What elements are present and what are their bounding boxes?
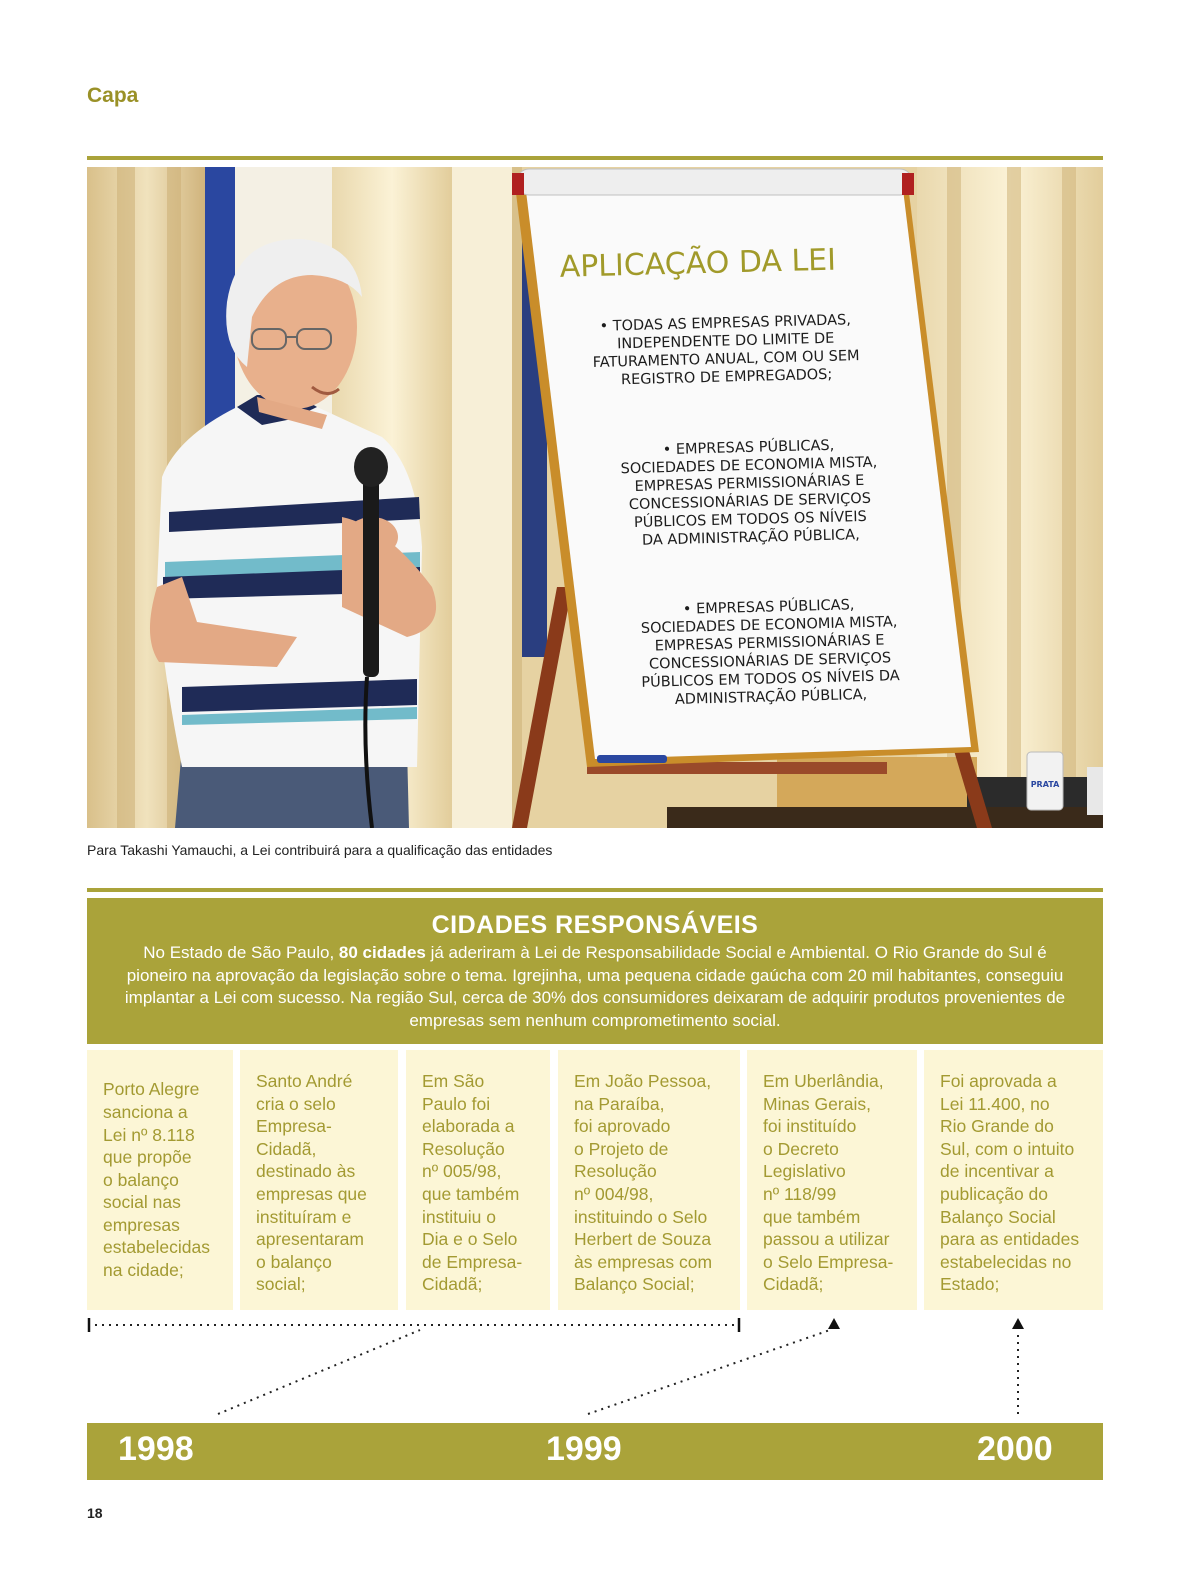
flipchart-line: DA ADMINISTRAÇÃO PÚBLICA, (641, 527, 860, 549)
flipchart-line: REGISTRO DE EMPREGADOS; (620, 366, 833, 389)
box-text (117, 942, 1073, 1032)
cup-label: PRATA (1030, 780, 1060, 789)
year-1999: 1999 (546, 1430, 622, 1468)
timeline-card (87, 1050, 233, 1310)
flipchart-line: PÚBLICOS EM TODOS OS NÍVEIS (633, 508, 867, 531)
timeline-card-text: Santo André cria o selo Empresa- Cidadã, destinado às empresas que instituíram e apresentaram o balanço social; (256, 1071, 367, 1295)
timeline-card (924, 1050, 1103, 1310)
flipchart-line: CONCESSIONÁRIAS DE SERVIÇOS (628, 490, 872, 514)
box-text-before: No Estado de São Paulo, (143, 943, 339, 962)
timeline-card-text: Foi aprovada a Lei 11.400, no Rio Grande do Sul, com o intuito de incentivar a publicação do Balanço Social para as entidades estabelecidas no Estado; (940, 1071, 1080, 1295)
flipchart-line: SOCIEDADES DE ECONOMIA MISTA, (640, 614, 898, 637)
section-label: Capa (87, 84, 139, 107)
flipchart-line: • EMPRESAS PÚBLICAS, (662, 437, 835, 459)
flipchart-line: • TODAS AS EMPRESAS PRIVADAS, (599, 312, 852, 335)
timeline-card-text: Em João Pessoa, na Paraíba, foi aprovado o Projeto de Resolução nº 004/98, instituindo o Selo Herbert de Souza às empresas com Balanço Social; (574, 1071, 713, 1295)
flipchart-line: EMPRESAS PERMISSIONÁRIAS E (654, 632, 885, 655)
timeline-card-text: Em São Paulo foi elaborada a Resolução nº 005/98, que também instituiu o Dia e o Selo de Empresa- Cidadã; (422, 1071, 523, 1295)
timeline-card (558, 1050, 740, 1310)
box-title: CIDADES RESPONSÁVEIS (431, 911, 759, 939)
cidades-box (87, 898, 1103, 1044)
timeline-card (240, 1050, 398, 1310)
flipchart-title: APLICAÇÃO DA LEI (559, 242, 837, 285)
flipchart-line: CONCESSIONÁRIAS DE SERVIÇOS (648, 650, 892, 673)
timeline-card-text: Porto Alegre sanciona a Lei nº 8.118 que propõe o balanço social nas empresas estabelecidas na cidade; (103, 1079, 211, 1281)
year-2000: 2000 (977, 1430, 1053, 1468)
top-divider (87, 156, 1103, 160)
year-1998: 1998 (118, 1430, 194, 1468)
flipchart-line: PÚBLICOS EM TODOS OS NÍVEIS DA (641, 668, 900, 691)
flipchart-line: ADMINISTRAÇÃO PÚBLICA, (674, 686, 868, 708)
flipchart-line: • EMPRESAS PÚBLICAS, (682, 597, 855, 618)
box-text-bold: 80 cidades (338, 943, 426, 962)
timeline-card-text: Em Uberlândia, Minas Gerais, foi instituído o Decreto Legislativo nº 118/99 que também passou a utilizar o Selo Empresa- Cidadã; (763, 1071, 894, 1295)
flipchart-line: SOCIEDADES DE ECONOMIA MISTA, (620, 454, 878, 478)
photo (87, 167, 1103, 828)
page-number: 18 (87, 1505, 103, 1521)
photo-caption: Para Takashi Yamauchi, a Lei contribuirá para a qualificação das entidades (87, 842, 553, 858)
timeline-card (747, 1050, 917, 1310)
box-divider (87, 888, 1103, 892)
flipchart-line: EMPRESAS PERMISSIONÁRIAS E (634, 472, 865, 495)
timeline-card (406, 1050, 550, 1310)
box-text-after: já aderiram à Lei de Responsabilidade Social e Ambiental. O Rio Grande do Sul é pioneiro na aprovação da legislação sobre o tema. Igrejinha, uma pequena cidade gaúcha com 20 mil habitantes, conseguiu implantar a Lei com sucesso. Na região Sul, cerca de 30% dos consumidores deixaram de adquirir produtos provenientes de empresas sem nenhum comprometimento social. (124, 943, 1066, 1030)
flipchart-line: INDEPENDENTE DO LIMITE DE (616, 330, 835, 353)
timeline-connectors (0, 1310, 1200, 1425)
flipchart-line: FATURAMENTO ANUAL, COM OU SEM (592, 348, 860, 371)
